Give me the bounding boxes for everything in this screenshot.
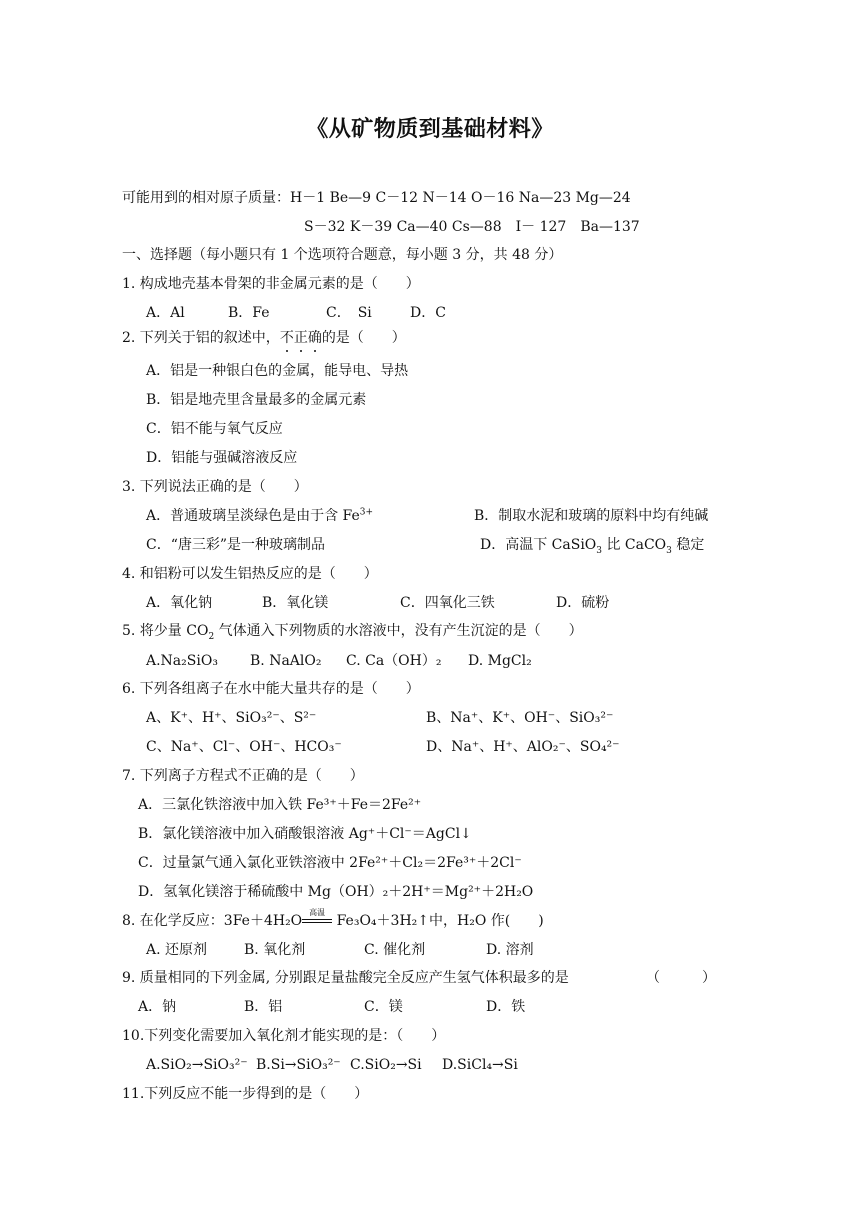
q6-option-d: D、Na⁺、H⁺、AlO₂⁻、SO₄²⁻ <box>426 739 620 755</box>
q1-option-c: C． Si <box>326 305 372 321</box>
q3-option-a-text: A．普通玻璃呈淡绿色是由于含 Fe <box>146 508 360 524</box>
atomic-masses-line1: 可能用到的相对原子质量：H－1 Be—9 C－12 N－14 O－16 Na—23 Mg—24 <box>122 190 631 206</box>
q1-option-b: B．Fe <box>228 305 270 321</box>
q3-option-d-text: 稳定 <box>671 537 705 553</box>
q4-stem: 4. 和铝粉可以发生铝热反应的是（ ） <box>122 566 378 582</box>
q9-answer-blank: （ ） <box>646 970 716 986</box>
q4-option-b: B．氧化镁 <box>262 595 329 611</box>
q5-stem-post: 气体通入下列物质的水溶液中，没有产生沉淀的是（ ） <box>214 623 583 639</box>
q9-option-d: D．铁 <box>486 999 526 1015</box>
q6-stem: 6. 下列各组离子在水中能大量共存的是（ ） <box>122 681 420 697</box>
q7-option-d: D．氢氧化镁溶于稀硫酸中 Mg（OH）₂＋2H⁺＝Mg²⁺＋2H₂O <box>138 884 534 900</box>
q8-option-b: B. 氧化剂 <box>244 942 306 958</box>
q2-stem-pre: 2. 下列关于铝的叙述中， <box>122 330 280 346</box>
q6-option-a: A、K⁺、H⁺、SiO₃²⁻、S²⁻ <box>146 710 317 726</box>
q1-option-d: D．C <box>410 305 446 321</box>
q10-option-c: C.SiO₂→Si <box>350 1057 422 1073</box>
section-heading-choice: 一、选择题（每小题只有 1 个选项符合题意，每小题 3 分，共 48 分） <box>122 247 563 263</box>
q2-option-c: C．铝不能与氧气反应 <box>146 421 283 437</box>
q2-option-d: D．铝能与强碱溶液反应 <box>146 450 298 466</box>
subscript: 3 <box>666 545 672 556</box>
subscript: 3 <box>596 545 603 556</box>
q8-option-c: C. 催化剂 <box>364 942 426 958</box>
q9-option-c: C．镁 <box>364 999 403 1015</box>
atomic-masses-line2: S－32 K－39 Ca—40 Cs—88 I－ 127 Ba—137 <box>304 219 640 235</box>
q6-option-b: B、Na⁺、K⁺、OH⁻、SiO₃²⁻ <box>426 710 614 726</box>
reaction-condition-sign <box>302 908 332 930</box>
q8-option-a: A. 还原剂 <box>146 942 208 958</box>
q5-option-d: D. MgCl₂ <box>468 653 532 669</box>
q2-option-a: A．铝是一种银白色的金属，能导电、导热 <box>146 363 409 379</box>
q8-stem-pre: 8. 在化学反应：3Fe＋4H₂O <box>122 913 303 929</box>
q5-stem-pre: 5. 将少量 CO <box>122 623 209 639</box>
q3-stem: 3. 下列说法正确的是（ ） <box>122 479 308 495</box>
q10-option-d: D.SiCl₄→Si <box>442 1057 518 1073</box>
q1-option-a: A．Al <box>146 305 185 321</box>
q4-option-c: C．四氧化三铁 <box>400 595 495 611</box>
q5-option-b: B. NaAlO₂ <box>250 653 322 669</box>
emphasis-dot-char: 正 <box>293 330 308 346</box>
q3-option-b: B．制取水泥和玻璃的原料中均有纯碱 <box>474 508 709 524</box>
q3-option-d-text: D．高温下 CaSiO <box>480 537 597 553</box>
q11-stem: 11.下列反应不能一步得到的是（ ） <box>122 1086 369 1102</box>
q6-option-c: C、Na⁺、Cl⁻、OH⁻、HCO₃⁻ <box>146 739 342 755</box>
q3-option-a <box>146 507 373 525</box>
q3-option-d <box>480 536 704 554</box>
q2-stem <box>122 329 406 347</box>
q7-stem: 7. 下列离子方程式不正确的是（ ） <box>122 768 364 784</box>
q7-option-b: B．氯化镁溶液中加入硝酸银溶液 Ag⁺＋Cl⁻＝AgCl↓ <box>138 826 472 842</box>
q3-option-c: C．“唐三彩”是一种玻璃制品 <box>146 537 326 553</box>
q2-stem-post: 的是（ ） <box>321 330 406 346</box>
q8-stem-post: Fe₃O₄＋3H₂↑中，H₂O 作( ) <box>332 913 544 929</box>
subscript: 2 <box>208 631 215 642</box>
superscript: 3+ <box>359 507 374 518</box>
q8-option-d: D. 溶剂 <box>486 942 534 958</box>
q5-stem <box>122 622 583 640</box>
reaction-condition-label: 高温 <box>309 908 326 917</box>
emphasis-dot-char: 不 <box>279 330 294 346</box>
q10-option-b: B.Si→SiO₃²⁻ <box>256 1057 341 1073</box>
q7-option-c: C．过量氯气通入氯化亚铁溶液中 2Fe²⁺＋Cl₂＝2Fe³⁺＋2Cl⁻ <box>138 855 522 871</box>
q2-option-b: B．铝是地壳里含量最多的金属元素 <box>146 392 367 408</box>
q4-option-a: A．氧化钠 <box>146 595 213 611</box>
q4-option-d: D．硫粉 <box>556 595 610 611</box>
q1-stem: 1. 构成地壳基本骨架的非金属元素的是（ ） <box>122 276 420 292</box>
q5-option-c: C. Ca（OH）₂ <box>346 653 442 669</box>
q7-option-a: A．三氯化铁溶液中加入铁 Fe³⁺＋Fe＝2Fe²⁺ <box>138 797 422 813</box>
q3-option-d-text: 比 CaCO <box>602 537 667 553</box>
q9-stem: 9. 质量相同的下列金属, 分别跟足量盐酸完全反应产生氢气体积最多的是 <box>122 970 569 986</box>
q5-option-a: A.Na₂SiO₃ <box>146 653 218 669</box>
q10-stem: 10.下列变化需要加入氧化剂才能实现的是：（ ） <box>122 1028 446 1044</box>
q9-option-a: A．钠 <box>138 999 177 1015</box>
page-title: 《从矿物质到基础材料》 <box>306 116 554 142</box>
q9-option-b: B．铝 <box>244 999 283 1015</box>
emphasis-dot-char: 确 <box>307 330 322 346</box>
q8-stem <box>122 908 544 930</box>
q10-option-a: A.SiO₂→SiO₃²⁻ <box>146 1057 248 1073</box>
